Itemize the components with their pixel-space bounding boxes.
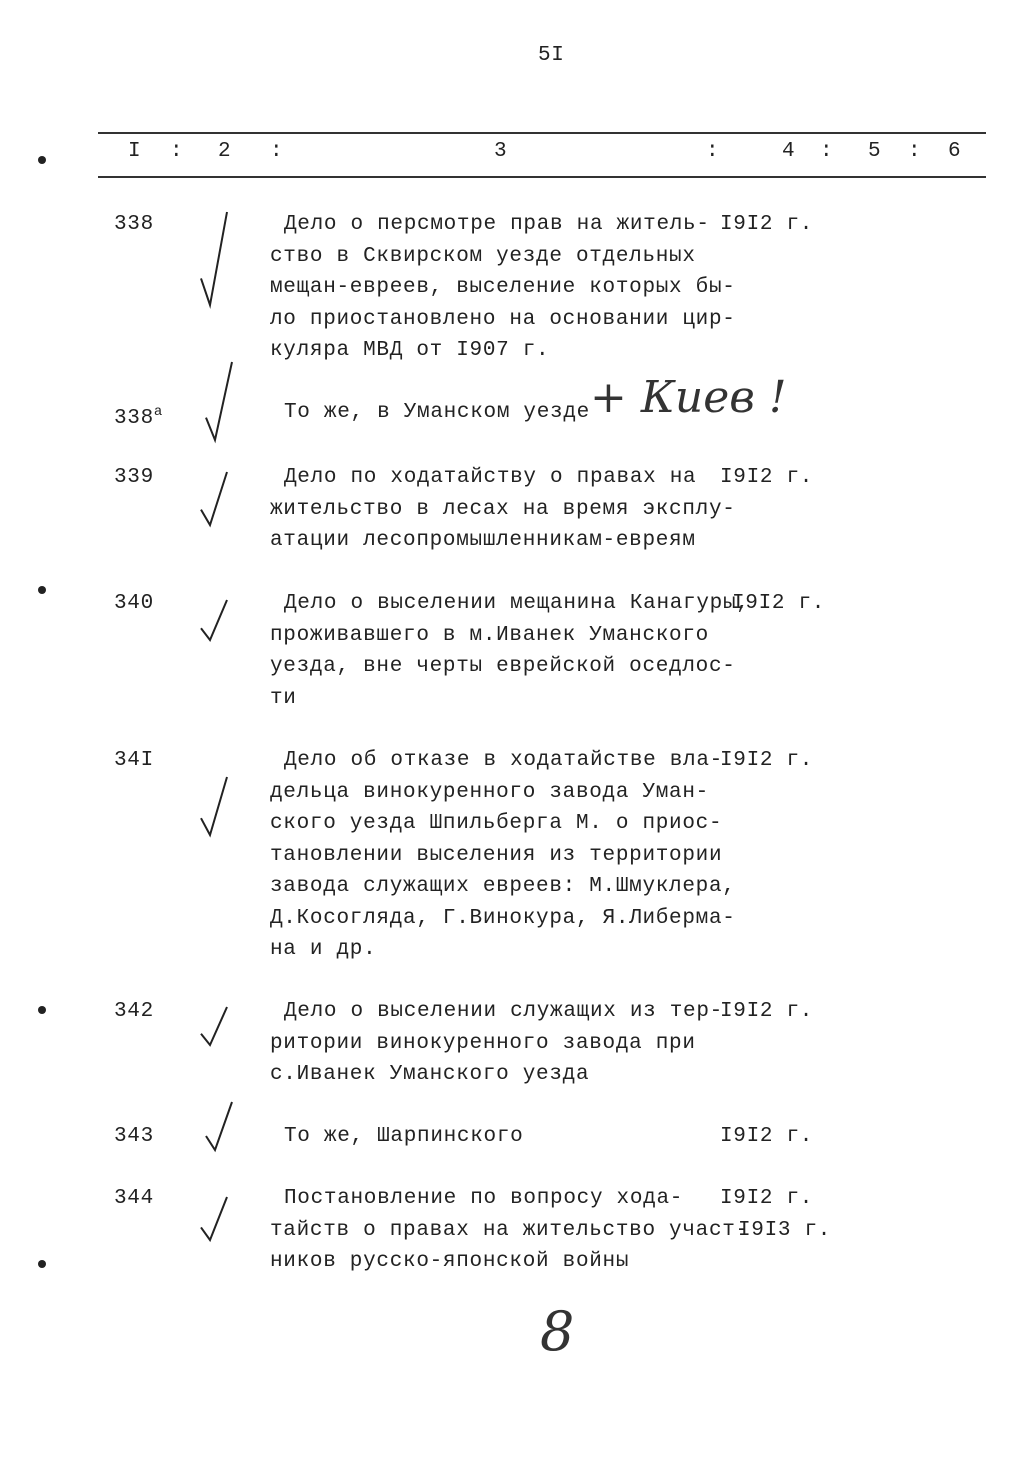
- entry-text-line: тайств о правах на жительство участ-: [270, 1218, 749, 1242]
- column-separator: :: [270, 140, 283, 163]
- checkmark-icon: [197, 210, 247, 315]
- column-header: I: [128, 140, 141, 163]
- handwritten-note: + Киев !: [590, 372, 787, 423]
- entry-number-text: 339: [114, 466, 154, 489]
- entry-text-line: жительство в лесах на время эксплу-: [270, 497, 736, 521]
- entry-text-line: куляра МВД от I907 г.: [270, 339, 550, 362]
- entry-text-line: проживавшего в м.Иванек Уманского: [270, 623, 709, 647]
- entry-text-line: ритории винокуренного завода при: [270, 1031, 696, 1055]
- entry-text-line: тановлении выселения из территории: [270, 843, 723, 867]
- entry-number-text: 343: [114, 1125, 154, 1148]
- checkmark-icon: [202, 1100, 252, 1160]
- checkmark-icon: [197, 1195, 247, 1250]
- entry-year: I9I2 г.: [720, 466, 814, 489]
- entry-text-line: атации лесопромышленникам-евреям: [270, 529, 696, 552]
- entry-year: I9I2 г.: [720, 1000, 814, 1023]
- entry-text-line: на и др.: [270, 938, 377, 961]
- entry-number: [114, 1121, 154, 1152]
- entry-text-line: мещан-евреев, выселение которых бы-: [270, 276, 736, 299]
- punch-hole: [38, 1260, 46, 1268]
- entry-text-line: уезда, вне черты еврейской оседлос-: [270, 655, 736, 678]
- column-separator: :: [170, 140, 183, 163]
- entry-text-line: Д.Косогляда, Г.Винокура, Я.Либерма-: [270, 906, 736, 930]
- entry-number-text: 338: [114, 213, 154, 236]
- column-separator: :: [908, 140, 921, 163]
- entry-year: I9I2 г.: [720, 1187, 814, 1210]
- entry-text-line: ников русско-японской войны: [270, 1250, 630, 1273]
- entry-text-line: Дело о персмотре прав на житель-: [284, 213, 710, 236]
- entry-number: [114, 209, 154, 240]
- entry-text-line: Дело по ходатайству о правах на: [284, 466, 697, 489]
- page-number: 5I: [538, 44, 565, 67]
- entry-text-line: То же, в Уманском уезде: [284, 401, 590, 424]
- header-top-rule: [98, 132, 986, 134]
- punch-hole: [38, 586, 46, 594]
- bottom-handwritten-mark: 8: [540, 1300, 575, 1363]
- entry-year: I9I3 г.: [738, 1218, 832, 1242]
- entry-text-line: Постановление по вопросу хода-: [284, 1187, 684, 1210]
- entry-text-line: ло приостановлено на основании цир-: [270, 307, 736, 331]
- entry-number: [114, 588, 154, 619]
- column-separator: :: [706, 140, 719, 163]
- entry-text-line: Дело о выселении служащих из тер-: [284, 1000, 723, 1023]
- entry-number: [114, 462, 154, 493]
- entry-number-text: 34I: [114, 749, 154, 772]
- punch-hole: [38, 156, 46, 164]
- entry-text-line: То же, Шарпинского: [284, 1125, 524, 1148]
- entry-number-suffix: а: [153, 404, 164, 420]
- checkmark-icon: [202, 360, 252, 450]
- column-separator: :: [820, 140, 833, 163]
- checkmark-icon: [197, 598, 247, 650]
- checkmark-icon: [197, 775, 247, 845]
- column-header: 3: [494, 140, 507, 163]
- entry-number: [114, 996, 154, 1027]
- header-bottom-rule: [98, 176, 986, 178]
- entry-text-line: Дело об отказе в ходатайстве вла-: [284, 749, 723, 772]
- checkmark-icon: [197, 1005, 247, 1055]
- entry-number: [114, 1183, 154, 1214]
- entry-year: I9I2 г.: [720, 749, 814, 772]
- entry-text-line: завода служащих евреев: М.Шмуклера,: [270, 875, 736, 898]
- punch-hole: [38, 1006, 46, 1014]
- entry-year: I9I2 г.: [720, 1125, 814, 1148]
- entry-number-text: 338: [114, 407, 154, 430]
- entry-year: I9I2 г.: [732, 592, 826, 615]
- entry-number-text: 344: [114, 1187, 154, 1210]
- entry-number: [114, 397, 163, 434]
- entry-number: [114, 745, 154, 776]
- entry-year: I9I2 г.: [720, 213, 814, 236]
- entry-text-line: ского уезда Шпильберга М. о приос-: [270, 812, 723, 835]
- column-header: 5: [868, 140, 881, 163]
- column-header: 2: [218, 140, 231, 163]
- entry-number-text: 340: [114, 592, 154, 615]
- entry-text-line: ти: [270, 686, 297, 710]
- entry-text-line: с.Иванек Уманского уезда: [270, 1063, 590, 1086]
- entry-text-line: Дело о выселении мещанина Канагуры,: [284, 592, 750, 615]
- column-header: 4: [782, 140, 795, 163]
- entry-number-text: 342: [114, 1000, 154, 1023]
- entry-text-line: ство в Сквирском уезде отдельных: [270, 244, 696, 268]
- entry-text-line: дельца винокуренного завода Уман-: [270, 780, 709, 804]
- column-header: 6: [948, 140, 961, 163]
- checkmark-icon: [197, 470, 247, 535]
